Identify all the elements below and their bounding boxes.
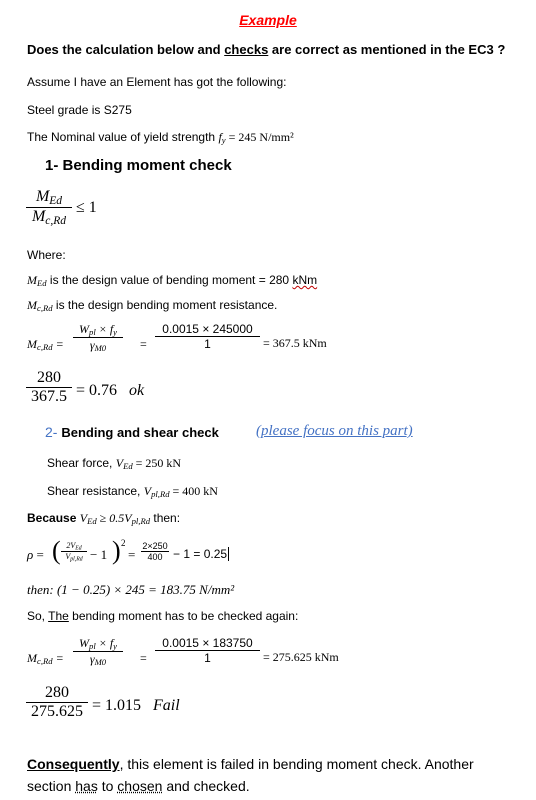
shear-force-text: Shear force, $V_{Ed} = 250$ kN <box>47 456 182 472</box>
ratio1-result: = 0.76 ok <box>76 382 145 399</box>
conclusion-line-2: section has to chosen and checked. <box>27 778 250 794</box>
shear-resistance-text: Shear resistance, $V_{pl,Rd} = 400$ kN <box>47 484 218 500</box>
doc-title: Example <box>239 12 297 28</box>
eq2-lhs: $M_{c,Rd}$ = <box>27 651 64 667</box>
ratio1-fraction: 280 367.5 <box>26 369 72 406</box>
eq2-formula-fraction: $W_{pl} \times f_y$ $\gamma_{M0}$ <box>73 636 123 667</box>
because-text: Because $V_{Ed} \ge 0.5V_{pl,Rd}$ then: <box>27 511 181 527</box>
rho-paren-left: ( <box>52 536 61 565</box>
rho-square: 2 <box>121 538 126 548</box>
so-text: So, The bending moment has to be checked again: <box>27 609 299 623</box>
rho-value-fraction: 2×250 400 <box>142 541 168 562</box>
question: Does the calculation below and checks are correct as mentioned in the EC3 ? <box>27 42 506 57</box>
where-label: Where: <box>27 248 66 262</box>
rho-inner-fraction: $2V_{Ed}$ $V_{pl,Rd}$ <box>61 541 87 563</box>
eq1-equals: = <box>140 337 147 351</box>
ratio2-result: = 1.015 Fail <box>92 697 180 714</box>
section-1-heading: 1- Bending moment check <box>45 157 232 174</box>
med-over-mcrd-fraction: $M_{Ed}$ $M_{c,Rd}$ <box>26 188 72 227</box>
eq2-result: = 275.625 kNm <box>263 650 339 664</box>
eq2-value-fraction: 0.0015 × 183750 1 <box>155 636 260 665</box>
eq1-formula-fraction: $W_{pl} \times f_y$ $\gamma_{M0}$ <box>73 322 123 353</box>
med-definition: $M_{Ed}$ is the design value of bending moment = 280 kNm <box>27 273 318 289</box>
mcrd-definition: $M_{c,Rd}$ is the design bending moment resistance. <box>27 298 278 314</box>
rho-minus-one: − 1 <box>90 547 108 562</box>
eq1-result: = 367.5 kNm <box>263 336 327 350</box>
section-2-note: (please focus on this part) <box>256 423 413 439</box>
section-2-heading: 2- Bending and shear check <box>45 424 219 440</box>
rho-result: − 1 = 0.25 <box>173 547 232 561</box>
conclusion-line-1: Consequently, this element is failed in bending moment check. Another <box>27 756 474 772</box>
yield-strength-text: The Nominal value of yield strength $f_y = 245$ N/mm² <box>27 130 294 146</box>
then-calculation: then: (1 − 0.25) × 245 = 183.75 N/mm² <box>27 582 235 597</box>
assume-text: Assume I have an Element has got the following: <box>27 75 287 89</box>
le-one: ≤ 1 <box>76 199 97 216</box>
eq2-equals: = <box>140 651 147 665</box>
eq1-value-fraction: 0.0015 × 245000 1 <box>155 322 260 351</box>
eq1-lhs: $M_{c,Rd}$ = <box>27 337 64 353</box>
rho-equals: = <box>128 547 136 562</box>
steel-grade-text: Steel grade is S275 <box>27 103 132 117</box>
ratio2-fraction: 280 275.625 <box>26 684 88 721</box>
rho-paren-right: ) <box>112 536 121 565</box>
rho-lhs: ρ = <box>27 547 44 562</box>
